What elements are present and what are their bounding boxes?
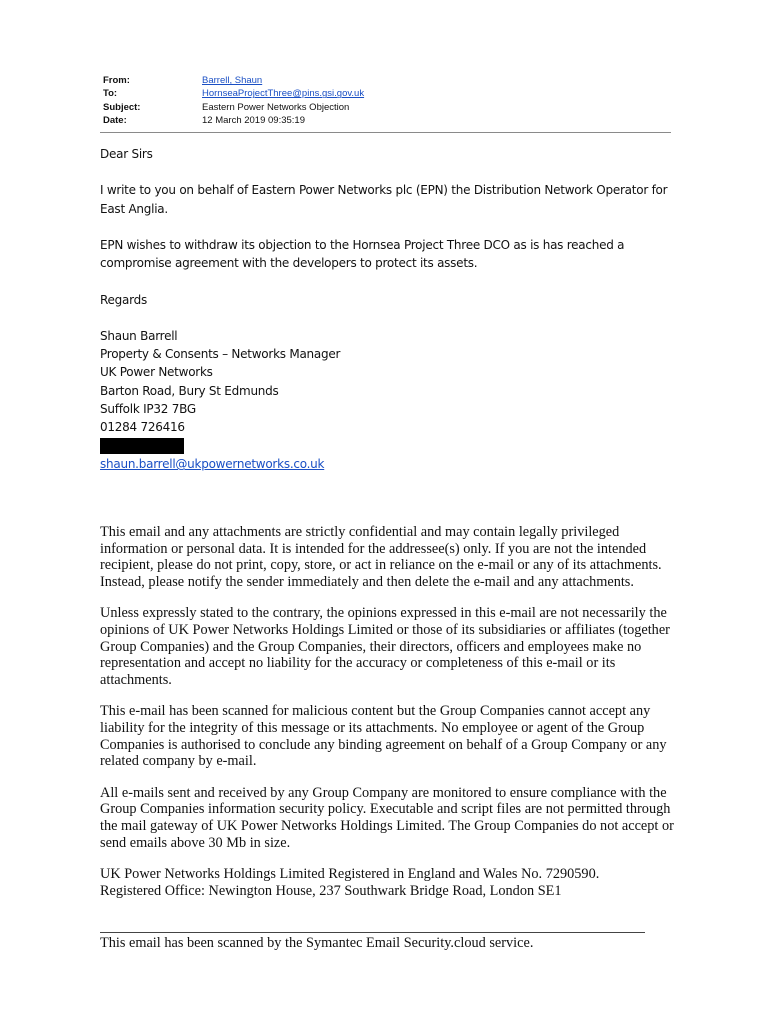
header-subject-row: [103, 101, 364, 114]
body-paragraph-2: EPN wishes to withdraw its objection to the Hornsea Project Three DCO as is has reached a compromise agreement with the developers to protect its assets.: [100, 237, 625, 271]
date-label: Date:: [103, 114, 127, 126]
scanned-notice: This email has been scanned by the Symantec Email Security.cloud service.: [100, 935, 534, 951]
disclaimer-paragraph-1: This email and any attachments are strictly confidential and may contain legally privileged information or personal data. It is intended for the addressee(s) only. If you are not the intended recipient, please do not print, copy, store, or act in reliance on the e-mail or any of its attachments. Instead, please notify the sender immediately and then delete the e-mail and any attachments.: [100, 524, 662, 590]
header-to-row: [103, 87, 364, 100]
from-value: [202, 74, 262, 87]
signature-phone: 01284 726416: [100, 419, 185, 434]
closing: Regards: [100, 292, 147, 307]
header-divider: [100, 132, 671, 133]
registration-line-2: Registered Office: Newington House, 237 Southwark Bridge Road, London SE1: [100, 882, 562, 899]
from-link[interactable]: Barrell, Shaun: [202, 75, 263, 86]
signature-email-line: [100, 455, 670, 473]
date-value: 12 March 2019 09:35:19: [202, 114, 305, 126]
greeting: Dear Sirs: [100, 147, 153, 161]
registration-line-1: UK Power Networks Holdings Limited Registered in England and Wales No. 7290590.: [100, 866, 600, 883]
from-label: From:: [103, 75, 130, 86]
signature-company: UK Power Networks: [100, 365, 213, 380]
body-paragraph-1: I write to you on behalf of Eastern Power Networks plc (EPN) the Distribution Network Operator for East Anglia.: [100, 183, 668, 216]
signature: [100, 327, 670, 473]
disclaimer-paragraph-4: All e-mails sent and received by any Group Company are monitored to ensure compliance with the Group Companies information security policy. Executable and script files are not permitted through the mail gateway of UK Power Networks Holdings Limited. The Group Companies do not accept or send emails above 30 Mb in size.: [100, 784, 674, 851]
registration-info: [100, 866, 675, 899]
redaction-block: [100, 438, 184, 454]
signature-email-link[interactable]: shaun.barrell@ukpowernetworks.co.uk: [100, 457, 325, 472]
email-body: [100, 145, 670, 473]
legal-disclaimer: [100, 524, 675, 906]
to-link[interactable]: HornseaProjectThree@pins.gsi.gov.uk: [202, 88, 365, 100]
disclaimer-paragraph-2: Unless expressly stated to the contrary, the opinions expressed in this e-mail are not necessarily the opinions of UK Power Networks Holdings Limited or those of its subsidiaries or affiliates (together Group Companies) and the Group Companies, their directors, officers and employees make no representation and accept no liability for the accuracy or completeness of this e-mail or its attachments.: [100, 605, 670, 688]
signature-title: Property & Consents – Networks Manager: [100, 347, 341, 362]
to-label: To:: [103, 88, 118, 100]
to-value: [202, 87, 364, 100]
email-header: [103, 74, 364, 127]
signature-address-1: Barton Road, Bury St Edmunds: [100, 383, 279, 398]
signature-address-2: Suffolk IP32 7BG: [100, 401, 196, 416]
signature-name: Shaun Barrell: [100, 328, 178, 343]
subject-value: Eastern Power Networks Objection: [202, 101, 350, 113]
subject-label: Subject:: [103, 101, 141, 113]
header-from-row: [103, 74, 364, 87]
disclaimer-paragraph-3: This e-mail has been scanned for malicious content but the Group Companies cannot accept any liability for the integrity of this message or its attachments. No employee or agent of the Group Companies is authorised to conclude any binding agreement on behalf of a Group Company or any related company by e-mail.: [100, 703, 667, 770]
footer-divider: [100, 932, 645, 933]
header-date-row: [103, 114, 364, 127]
